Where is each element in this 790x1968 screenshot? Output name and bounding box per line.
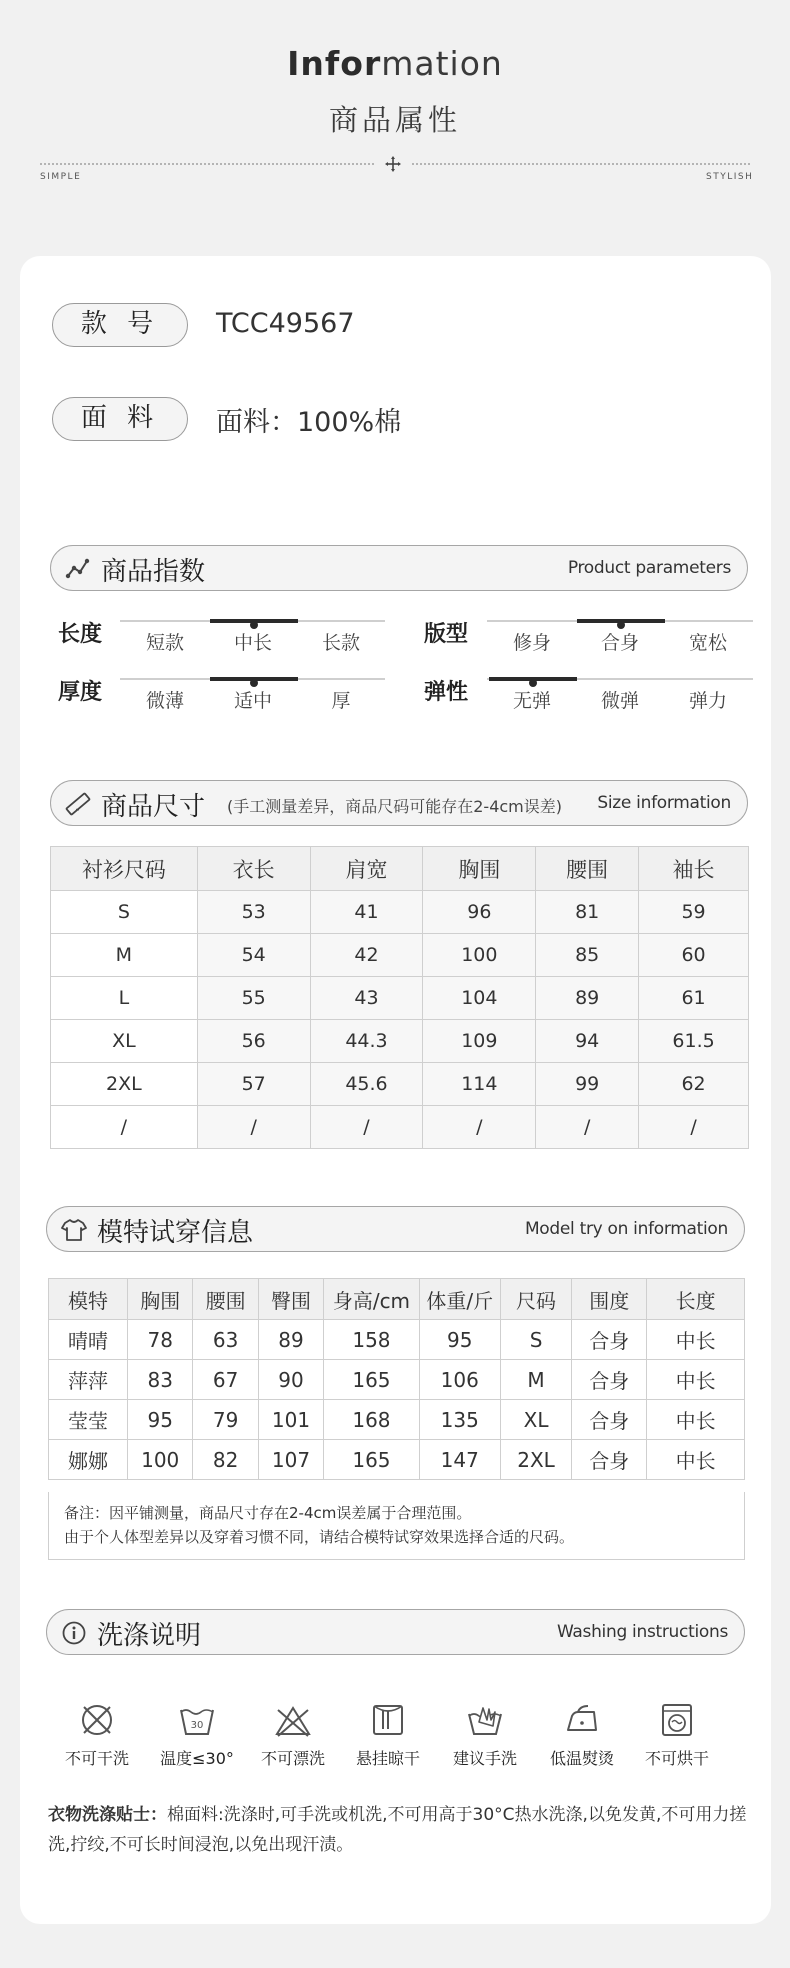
style-no-value: TCC49567 bbox=[216, 308, 355, 339]
table-row bbox=[49, 1440, 745, 1480]
low-iron-icon bbox=[562, 1700, 602, 1740]
wash-item bbox=[537, 1700, 627, 1769]
table-cell: S bbox=[51, 891, 198, 934]
model-table-header bbox=[49, 1279, 745, 1320]
tips-label: 衣物洗涤贴士： bbox=[48, 1805, 167, 1825]
no-dry-clean-icon bbox=[77, 1700, 117, 1740]
model-title: 模特试穿信息 bbox=[97, 1218, 254, 1248]
table-cell: 95 bbox=[419, 1320, 500, 1360]
washing-title: 洗涤说明 bbox=[97, 1621, 202, 1651]
wash-item bbox=[52, 1700, 142, 1769]
no-tumble-dry-icon bbox=[657, 1700, 697, 1740]
table-cell: 42 bbox=[310, 934, 423, 977]
washing-en: Washing instructions bbox=[556, 1622, 728, 1642]
table-cell: 56 bbox=[197, 1020, 310, 1063]
remark-line-2: 由于个人体型差异以及穿着习惯不同，请结合模特试穿效果选择合适的尺码。 bbox=[64, 1528, 575, 1546]
table-row bbox=[51, 1020, 749, 1063]
size-title: 商品尺寸 bbox=[101, 792, 206, 822]
table-cell: 41 bbox=[310, 891, 423, 934]
trend-icon bbox=[65, 556, 91, 582]
table-row bbox=[51, 934, 749, 977]
model-header-cell: 尺码 bbox=[500, 1279, 571, 1320]
table-cell: 中长 bbox=[647, 1320, 745, 1360]
table-cell: 合身 bbox=[572, 1320, 647, 1360]
size-header bbox=[50, 780, 748, 826]
simple-label: SIMPLE bbox=[40, 172, 82, 182]
divider-left bbox=[40, 163, 374, 165]
table-cell: 100 bbox=[127, 1440, 193, 1480]
table-cell: XL bbox=[500, 1400, 571, 1440]
wash-item bbox=[440, 1700, 530, 1769]
thickness-option: 厚 bbox=[331, 690, 351, 712]
page-title bbox=[0, 44, 790, 83]
table-cell: 43 bbox=[310, 977, 423, 1020]
size-table-header bbox=[51, 847, 749, 891]
table-cell: 合身 bbox=[572, 1360, 647, 1400]
table-cell: 106 bbox=[419, 1360, 500, 1400]
table-cell: 104 bbox=[423, 977, 536, 1020]
wash-label: 建议手洗 bbox=[452, 1749, 517, 1768]
table-cell: 101 bbox=[258, 1400, 324, 1440]
length-option: 短款 bbox=[145, 632, 184, 654]
length-option: 中长 bbox=[233, 632, 272, 654]
wash-item bbox=[248, 1700, 338, 1769]
table-cell: M bbox=[51, 934, 198, 977]
page-subtitle: 商品属性 bbox=[328, 103, 461, 137]
thickness-option: 适中 bbox=[233, 690, 272, 712]
model-header bbox=[46, 1206, 745, 1252]
elasticity-label: 弹性 bbox=[424, 680, 469, 705]
table-cell: 83 bbox=[127, 1360, 193, 1400]
model-header-cell: 长度 bbox=[647, 1279, 745, 1320]
wash-label: 悬挂晾干 bbox=[355, 1749, 420, 1768]
table-cell: 55 bbox=[197, 977, 310, 1020]
table-cell: 79 bbox=[193, 1400, 258, 1440]
model-header-cell: 腰围 bbox=[193, 1279, 258, 1320]
table-cell: S bbox=[500, 1320, 571, 1360]
table-cell: 82 bbox=[193, 1440, 258, 1480]
table-cell: 81 bbox=[536, 891, 639, 934]
table-cell: 晴晴 bbox=[49, 1320, 128, 1360]
table-cell: 165 bbox=[324, 1440, 419, 1480]
table-cell: 158 bbox=[324, 1320, 419, 1360]
table-row bbox=[49, 1320, 745, 1360]
table-cell: 100 bbox=[423, 934, 536, 977]
table-cell: 67 bbox=[193, 1360, 258, 1400]
table-cell: 萍萍 bbox=[49, 1360, 128, 1400]
table-cell: XL bbox=[51, 1020, 198, 1063]
table-row bbox=[51, 891, 749, 934]
table-cell: 2XL bbox=[51, 1063, 198, 1106]
fabric-pill: 面 料 bbox=[52, 397, 188, 441]
size-table bbox=[50, 846, 749, 1149]
indices-header bbox=[50, 545, 748, 591]
table-row bbox=[49, 1400, 745, 1440]
table-cell: 57 bbox=[197, 1063, 310, 1106]
table-cell: 95 bbox=[127, 1400, 193, 1440]
wash-label: 不可干洗 bbox=[64, 1749, 129, 1768]
wash-30-icon bbox=[177, 1700, 217, 1740]
elasticity-option: 弹力 bbox=[688, 690, 727, 712]
model-header-cell: 围度 bbox=[572, 1279, 647, 1320]
fit-option: 合身 bbox=[600, 632, 639, 654]
wash-item bbox=[632, 1700, 722, 1769]
table-cell: / bbox=[536, 1106, 639, 1149]
table-cell: 147 bbox=[419, 1440, 500, 1480]
table-cell: 114 bbox=[423, 1063, 536, 1106]
size-header-cell: 衣长 bbox=[197, 847, 310, 891]
no-bleach-icon bbox=[273, 1700, 313, 1740]
indices-title: 商品指数 bbox=[101, 557, 206, 587]
thickness-label: 厚度 bbox=[58, 680, 103, 705]
table-cell: / bbox=[639, 1106, 749, 1149]
table-cell: 89 bbox=[536, 977, 639, 1020]
title-light: mation bbox=[381, 44, 503, 83]
table-cell: 62 bbox=[639, 1063, 749, 1106]
table-cell: / bbox=[310, 1106, 423, 1149]
table-cell: 94 bbox=[536, 1020, 639, 1063]
model-table bbox=[48, 1278, 745, 1480]
size-note: (手工测量差异，商品尺码可能存在2-4cm误差) bbox=[227, 797, 563, 816]
washing-header bbox=[46, 1609, 745, 1655]
model-en: Model try on information bbox=[524, 1219, 728, 1239]
shirt-icon bbox=[61, 1217, 87, 1243]
stylish-label: STYLISH bbox=[706, 172, 754, 182]
model-header-cell: 模特 bbox=[49, 1279, 128, 1320]
size-header-cell: 衬衫尺码 bbox=[51, 847, 198, 891]
table-cell: 44.3 bbox=[310, 1020, 423, 1063]
table-cell: 娜娜 bbox=[49, 1440, 128, 1480]
model-header-cell: 身高/cm bbox=[324, 1279, 419, 1320]
table-cell: 85 bbox=[536, 934, 639, 977]
table-cell: 135 bbox=[419, 1400, 500, 1440]
table-cell: 89 bbox=[258, 1320, 324, 1360]
table-cell: 2XL bbox=[500, 1440, 571, 1480]
model-header-cell: 体重/斤 bbox=[419, 1279, 500, 1320]
size-header-cell: 胸围 bbox=[423, 847, 536, 891]
washing-tips bbox=[48, 1800, 763, 1860]
tips-text: 棉面料:洗涤时,可手洗或机洗,不可用高于30°C热水洗涤,以免发黄,不可用力搓洗,拧绞,不可长时间浸泡,以免出现汗渍。 bbox=[48, 1805, 747, 1855]
table-cell: 78 bbox=[127, 1320, 193, 1360]
title-bold: Infor bbox=[287, 44, 382, 83]
table-cell: 107 bbox=[258, 1440, 324, 1480]
size-header-cell: 肩宽 bbox=[310, 847, 423, 891]
table-cell: / bbox=[423, 1106, 536, 1149]
wash-label: 不可烘干 bbox=[644, 1749, 709, 1768]
divider-right bbox=[412, 163, 750, 165]
wash-label: 温度≤30° bbox=[160, 1749, 234, 1768]
table-cell: 96 bbox=[423, 891, 536, 934]
table-row bbox=[51, 977, 749, 1020]
table-cell: 合身 bbox=[572, 1400, 647, 1440]
table-row bbox=[49, 1360, 745, 1400]
indices-en: Product parameters bbox=[567, 558, 731, 578]
wash-item bbox=[343, 1700, 433, 1769]
table-cell: 合身 bbox=[572, 1440, 647, 1480]
table-row bbox=[51, 1063, 749, 1106]
table-cell: 168 bbox=[324, 1400, 419, 1440]
cross-ornament-icon bbox=[384, 155, 402, 173]
fabric-value: 面料：100%棉 bbox=[216, 407, 402, 438]
thickness-option: 微薄 bbox=[145, 690, 184, 712]
table-cell: 53 bbox=[197, 891, 310, 934]
size-header-cell: 袖长 bbox=[639, 847, 749, 891]
table-cell: / bbox=[51, 1106, 198, 1149]
wash-label: 低温熨烫 bbox=[549, 1749, 614, 1768]
elasticity-option: 微弹 bbox=[600, 690, 639, 712]
table-cell: 60 bbox=[639, 934, 749, 977]
table-cell: 63 bbox=[193, 1320, 258, 1360]
ruler-icon bbox=[65, 791, 91, 817]
size-en: Size information bbox=[597, 793, 731, 813]
remark-line-1: 备注：因平铺测量，商品尺寸存在2-4cm误差属于合理范围。 bbox=[64, 1504, 472, 1522]
size-header-cell: 腰围 bbox=[536, 847, 639, 891]
table-cell: 61 bbox=[639, 977, 749, 1020]
table-row bbox=[51, 1106, 749, 1149]
model-header-cell: 胸围 bbox=[127, 1279, 193, 1320]
table-cell: 61.5 bbox=[639, 1020, 749, 1063]
svg-text:30: 30 bbox=[190, 1720, 204, 1731]
elasticity-option: 无弹 bbox=[512, 690, 551, 712]
hang-dry-icon bbox=[368, 1700, 408, 1740]
table-cell: M bbox=[500, 1360, 571, 1400]
table-cell: 90 bbox=[258, 1360, 324, 1400]
table-cell: 中长 bbox=[647, 1440, 745, 1480]
style-no-pill: 款 号 bbox=[52, 303, 188, 347]
hand-wash-icon bbox=[465, 1700, 505, 1740]
wash-label: 不可漂洗 bbox=[260, 1749, 325, 1768]
table-cell: 165 bbox=[324, 1360, 419, 1400]
length-option: 长款 bbox=[321, 632, 360, 654]
fit-option: 宽松 bbox=[688, 632, 727, 654]
table-cell: 54 bbox=[197, 934, 310, 977]
length-label: 长度 bbox=[58, 622, 103, 647]
wash-item bbox=[152, 1700, 242, 1769]
table-cell: 59 bbox=[639, 891, 749, 934]
fit-label: 版型 bbox=[424, 622, 469, 647]
table-cell: 中长 bbox=[647, 1400, 745, 1440]
table-cell: 99 bbox=[536, 1063, 639, 1106]
table-cell: / bbox=[197, 1106, 310, 1149]
table-cell: L bbox=[51, 977, 198, 1020]
table-cell: 45.6 bbox=[310, 1063, 423, 1106]
fit-option: 修身 bbox=[512, 632, 551, 654]
model-header-cell: 臀围 bbox=[258, 1279, 324, 1320]
model-remark bbox=[48, 1492, 745, 1560]
table-cell: 109 bbox=[423, 1020, 536, 1063]
table-cell: 中长 bbox=[647, 1360, 745, 1400]
table-cell: 莹莹 bbox=[49, 1400, 128, 1440]
info-icon bbox=[61, 1620, 87, 1646]
